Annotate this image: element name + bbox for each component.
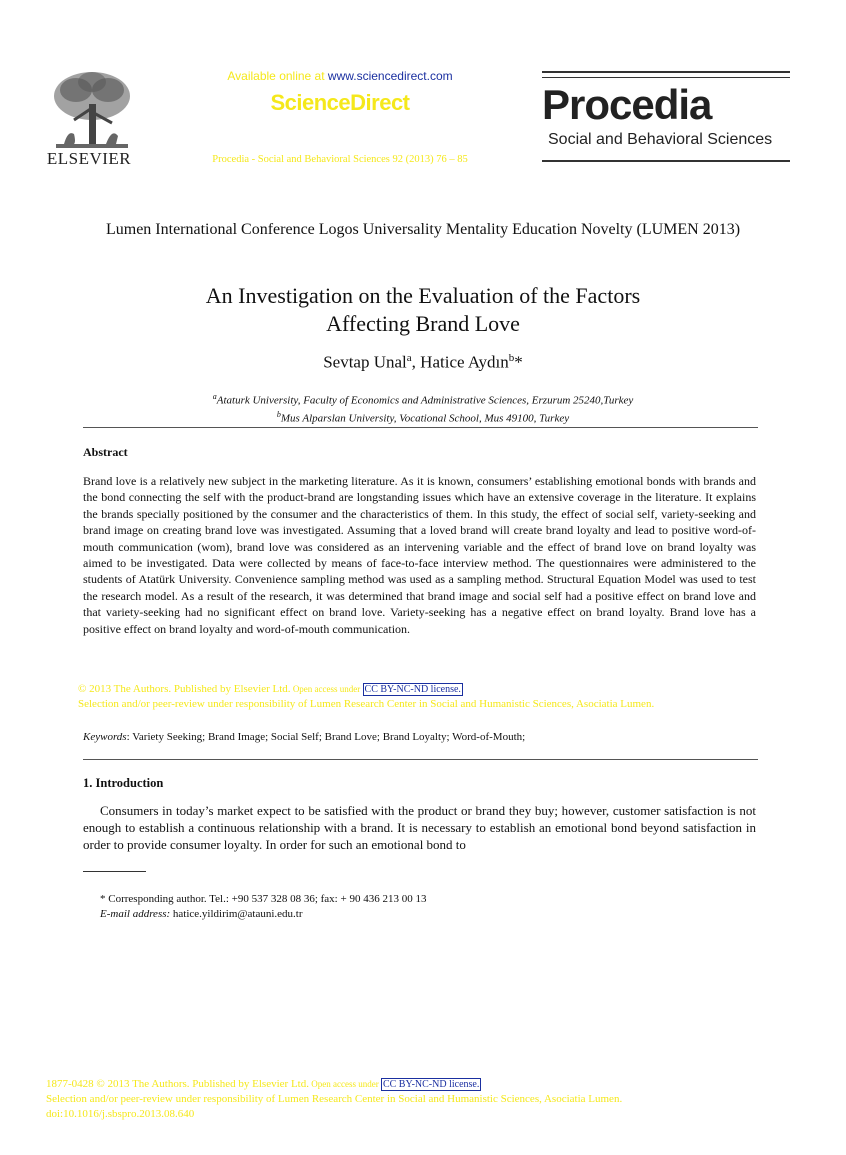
- paper-title-line-2: Affecting Brand Love: [326, 311, 520, 336]
- author-separator: ,: [411, 352, 421, 372]
- abstract-top-rule: [83, 427, 758, 428]
- copyright-notice: [78, 682, 778, 712]
- keywords-label: Keywords: [83, 731, 127, 743]
- keywords-line: [83, 731, 525, 743]
- copyright-line-2: Selection and/or peer-review under responsibility of Lumen Research Center in Social and Humanistic Sciences, Asociatia Lumen.: [78, 698, 655, 710]
- bottom-line-2: Selection and/or peer-review under responsibility of Lumen Research Center in Social and Humanistic Sciences, Asociatia Lumen.: [46, 1093, 623, 1105]
- sciencedirect-url-link[interactable]: www.sciencedirect.com: [327, 69, 453, 83]
- available-prefix: Available online at: [227, 69, 328, 83]
- introduction-heading: 1. Introduction: [83, 776, 164, 790]
- sciencedirect-logo-text: ScienceDirect: [270, 90, 410, 115]
- procedia-wordmark: Procedia: [542, 81, 712, 128]
- author-1-affil-sup: a: [406, 352, 412, 364]
- abstract-text: Brand love is a relatively new subject in the marketing literature. As it is known, consumers’ establishing emotional bonds with brands and the bond connecting the self with the product-brand are longstanding issues which have an extensive coverage in the literature. It explains the brands specially positioned by the consumer and the characteristics of them. In this study, the effect of social self, variety-seeking and brand image on creating brand love was investigated. Assuming that a loved brand will create brand loyalty and lead to positive word-of-mouth communication (wom), brand love was considered as an intervening variable and the effect of brand love on brand loyalty was aimed to be investigated. Data were collected by means of face-to-face interview method. The questionnaires were administered to the students of Atatürk University. Convenience sampling method was used as a sampling method. Structural Equation Model was used to test the research model. As a result of the research, it was determined that brand image and social self had a positive effect on brand love and that variety-seeking had no significant effect on brand love. Variety-seeking has a negative effect on brand loyalty. Brand love has a positive effect on brand loyalty and word-of-mouth communication.: [83, 474, 756, 636]
- elsevier-wordmark: ELSEVIER: [46, 149, 132, 168]
- available-online-line: [190, 69, 490, 83]
- copyright-line-1: © 2013 The Authors. Published by Elsevier Ltd. Open access under CC BY-NC-ND license.: [78, 683, 461, 695]
- bottom-license-link[interactable]: CC BY-NC-ND license.: [382, 1079, 480, 1090]
- journal-reference: Procedia - Social and Behavioral Sciences 92 (2013) 76 – 85: [212, 154, 468, 165]
- bottom-line-1: 1877-0428 © 2013 The Authors. Published by Elsevier Ltd. Open access under CC BY-NC-ND license.: [46, 1078, 480, 1090]
- keywords-text: : Variety Seeking; Brand Image; Social Self; Brand Love; Brand Loyalty; Word-of-Mouth;: [126, 731, 526, 743]
- procedia-bottom-rule: [542, 160, 790, 162]
- email-address: hatice.yildirim@atauni.edu.tr: [170, 908, 303, 920]
- bottom-copyright-notice: [46, 1077, 746, 1122]
- license-link[interactable]: CC BY-NC-ND license.: [364, 684, 461, 695]
- email-label: E-mail address:: [100, 908, 171, 920]
- doi-line: doi:10.1016/j.sbspro.2013.08.640: [46, 1108, 195, 1120]
- email-line: [100, 907, 426, 922]
- procedia-top-rule-thin: [542, 77, 790, 78]
- footnote-rule: [83, 871, 146, 872]
- author-2: Hatice Aydın: [420, 352, 509, 372]
- author-2-affil-sup: b: [508, 352, 515, 364]
- conference-name: Lumen International Conference Logos Universality Mentality Education Novelty (LUMEN 2013): [105, 221, 741, 238]
- intro-top-rule: [83, 759, 758, 760]
- affiliation-a: $^a$Ataturk University, Faculty of Economics and Administrative Sciences, Erzurum 25240,Turkey: [212, 392, 634, 407]
- affiliation-b: $^b$Mus Alparslan University, Vocational School, Mus 49100, Turkey: [276, 409, 570, 425]
- paper-title-line-1: An Investigation on the Evaluation of the Factors: [205, 283, 641, 308]
- author-list: [100, 352, 746, 373]
- corresponding-star: *: [514, 352, 523, 372]
- procedia-top-rule: [542, 71, 790, 73]
- paper-title: [100, 282, 746, 338]
- introduction-text: Consumers in today’s market expect to be satisfied with the product or brand they buy; however, customer satisfaction is not enough to establish a continuous relationship with a brand. It is necessary to establish an emotional bond beyond satisfaction in order to provide consumer loyalty. In order for such an emotional bond to: [83, 803, 756, 852]
- procedia-subtitle: Social and Behavioral Sciences: [548, 131, 773, 148]
- corresponding-author-note: * Corresponding author. Tel.: +90 537 328 08 36; fax: + 90 436 213 00 13: [100, 893, 427, 905]
- abstract-heading: Abstract: [83, 445, 128, 459]
- footnote: [100, 892, 426, 922]
- author-1: Sevtap Unal: [323, 352, 407, 372]
- affiliations: [100, 390, 746, 425]
